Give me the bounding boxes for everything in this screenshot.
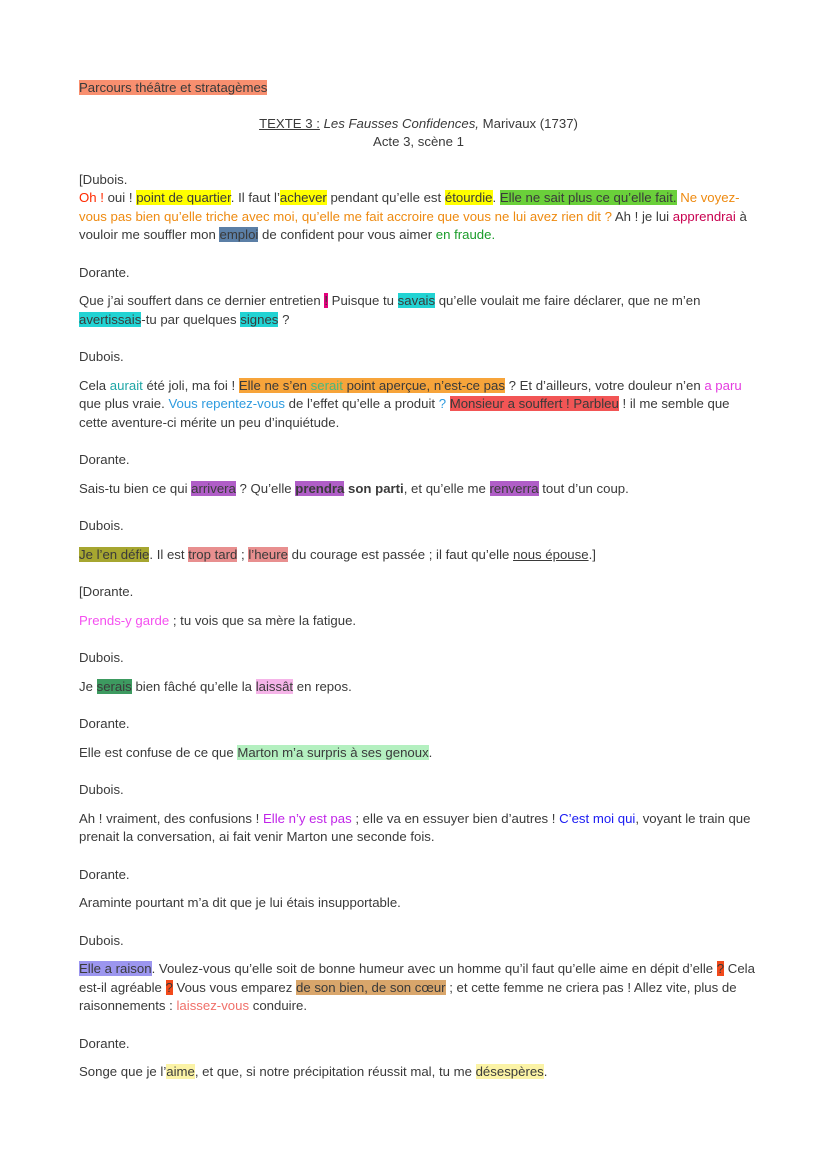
hl-text: prendra <box>295 480 345 496</box>
hl-text: aurait <box>109 377 143 393</box>
plain-text: en repos. <box>293 678 352 694</box>
hl-text: ? <box>165 979 173 995</box>
plain-text: qu’elle voulait me faire déclarer, que ne m’en <box>435 293 701 308</box>
hl-text: aime <box>166 1064 195 1079</box>
hl-text: ? <box>716 961 725 976</box>
hl-text: apprendrai <box>672 208 736 224</box>
speaker-name: [Dorante. <box>79 584 134 599</box>
plain-text: Cela est-il agréable <box>79 961 755 995</box>
plain-text: .] <box>588 546 596 562</box>
hl-text: laissât <box>255 678 294 694</box>
hl-text: de son bien, de son cœur <box>296 979 446 995</box>
hl-text: point de quartier <box>136 190 231 205</box>
speech-paragraph <box>79 744 758 763</box>
speech-paragraph <box>79 480 758 499</box>
hl-text: emploi <box>219 227 259 242</box>
speaker-name: Dorante. <box>79 866 130 882</box>
course-header-label: Parcours théâtre et stratagèmes <box>79 80 268 95</box>
plain-text: de confident pour vous aimer <box>258 227 436 242</box>
hl-text: laissez-vous <box>176 998 250 1013</box>
text-title <box>79 115 758 134</box>
plain-text: ! il me semble que cette aventure-ci mérite un peu d’inquiétude. <box>79 396 730 430</box>
hl-text: a paru <box>704 377 742 393</box>
speaker-name: Dorante. <box>79 1035 130 1051</box>
plain-text: , et qu’elle me <box>403 480 490 496</box>
plain-text: du courage est passée ; il faut qu’elle <box>287 546 514 562</box>
plain-text: ? <box>278 311 290 327</box>
hl-text: Ne voyez-vous pas bien qu’elle triche avec moi, qu’elle me fait accroire que vous ne lui avez rien dit ? <box>79 190 740 224</box>
hl-text: Elle ne sait plus ce qu’elle fait. <box>499 190 677 205</box>
plain-text: Araminte pourtant m’a dit que je lui étais insupportable. <box>79 895 401 910</box>
speaker-name: Dorante. <box>79 716 130 731</box>
speech-paragraph <box>79 546 758 565</box>
hl-text: désespères <box>475 1064 544 1079</box>
speech-paragraph <box>79 292 758 329</box>
plain-text: Ah ! vraiment, des confusions ! <box>79 810 263 826</box>
hl-text: Monsieur a souffert ! Parbleu <box>449 396 619 411</box>
plain-text: Puisque tu <box>328 293 398 308</box>
hl-text: Elle n’y est pas <box>262 810 352 826</box>
speech-paragraph <box>79 894 758 913</box>
hl-text: ! <box>324 293 329 308</box>
speech-paragraph <box>79 960 758 1016</box>
hl-text: Prends-y garde <box>79 612 170 628</box>
hl-text: serais <box>96 678 132 694</box>
plain-text: , et que, si notre précipitation réussit mal, tu me <box>194 1064 476 1079</box>
speech-paragraph <box>79 1063 758 1082</box>
hl-text: Vous repentez-vous <box>168 396 285 411</box>
texte-label: TEXTE 3 : <box>259 115 320 131</box>
speaker-name: Dubois. <box>79 518 124 533</box>
plain-text: Songe que je l’ <box>79 1064 167 1079</box>
plain-text: pendant qu’elle est <box>326 190 445 205</box>
hl-text: . <box>491 227 496 242</box>
plain-text: ; et cette femme ne criera pas ! Allez vite, plus de raisonnements : <box>79 979 737 1013</box>
plain-text: -tu par quelques <box>141 311 241 327</box>
speaker-name: Dubois. <box>79 782 124 797</box>
speaker-name: Dorante. <box>79 452 130 467</box>
hl-text: signes <box>240 311 279 327</box>
bold-text: son parti <box>344 480 404 496</box>
speaker-name: Dubois. <box>79 932 124 948</box>
plain-text: ; <box>237 546 249 562</box>
hl-text: avertissais <box>79 311 142 327</box>
hl-text <box>239 378 505 393</box>
plain-text: Vous vous emparez <box>172 979 296 995</box>
course-header <box>79 79 758 98</box>
plain-text: . Il faut l’ <box>230 190 280 205</box>
speaker-name: Dubois. <box>79 650 124 665</box>
hl-text: C’est moi qui <box>559 810 636 826</box>
underlined-text: nous épouse <box>513 546 589 562</box>
scene-label: Acte 3, scène 1 <box>373 134 464 149</box>
plain-text: Sais-tu bien ce qui <box>79 480 192 496</box>
plain-text: ? Et d’ailleurs, votre douleur n’en <box>504 377 705 393</box>
hl-text: Elle a raison <box>79 961 152 976</box>
hl-text: étourdie <box>444 190 493 205</box>
plain-text: que plus vraie. <box>79 396 169 411</box>
speech-paragraph <box>79 810 758 847</box>
plain-text: ; tu vois que sa mère la fatigue. <box>169 612 357 628</box>
hl-text: ! <box>96 190 108 205</box>
plain-text: . <box>543 1064 548 1079</box>
speaker-name: Dubois. <box>79 349 124 364</box>
hl-text: Je l’en défie <box>79 546 150 562</box>
plain-text: tout d’un coup. <box>538 480 629 496</box>
plain-text: de l’effet qu’elle a produit <box>285 396 439 411</box>
plain-text: bien fâché qu’elle la <box>131 678 256 694</box>
hl-text: renverra <box>489 480 539 496</box>
hl-text: ? <box>438 396 447 411</box>
plain-text: Elle est confuse de ce que <box>79 744 238 760</box>
plain-text: été joli, ma foi ! <box>142 377 239 393</box>
plain-text: conduire. <box>249 998 307 1013</box>
speech-paragraph <box>79 678 758 697</box>
hl-part: point aperçue, n’est-ce pas <box>342 377 505 393</box>
work-title: Les Fausses Confidences, <box>323 115 479 131</box>
hl-text: Marton m’a surpris à ses genoux <box>237 744 429 760</box>
hl-part: Elle ne s’en <box>238 377 311 393</box>
hl-part: serait <box>310 377 343 393</box>
plain-text: , voyant le train que prenait la conversation, ai fait venir Marton une seconde fois. <box>79 810 751 844</box>
hl-text: trop tard <box>188 546 238 562</box>
plain-text: . Il est <box>149 546 189 562</box>
plain-text: ; elle va en essuyer bien d’autres ! <box>351 810 560 826</box>
plain-text: . Voulez-vous qu’elle soit de bonne humeur avec un homme qu’il faut qu’elle aime en dépit d’elle <box>151 961 717 976</box>
hl-text: achever <box>279 190 327 205</box>
plain-text: Cela <box>79 377 110 393</box>
hl-text: arrivera <box>191 480 236 496</box>
plain-text: Ah ! je lui <box>611 208 673 224</box>
plain-text: Que j’ai souffert dans ce dernier entretien <box>79 293 325 308</box>
plain-text: . <box>492 190 500 205</box>
plain-text: à vouloir me souffler mon <box>79 208 747 242</box>
speaker-name: Dorante. <box>79 264 130 280</box>
speaker-name: [Dubois. <box>79 171 128 187</box>
speech-paragraph <box>79 189 758 245</box>
plain-text: . <box>428 744 433 760</box>
plain-text: Je <box>79 678 97 694</box>
hl-text: savais <box>397 293 436 308</box>
plain-text: ? Qu’elle <box>235 480 296 496</box>
work-author: Marivaux (1737) <box>478 115 578 131</box>
speech-paragraph <box>79 612 758 631</box>
speech-paragraph <box>79 377 758 433</box>
plain-text: oui ! <box>107 190 137 205</box>
hl-text: en fraude <box>435 227 492 242</box>
hl-text: Oh <box>79 190 97 205</box>
hl-text: l’heure <box>248 546 288 562</box>
